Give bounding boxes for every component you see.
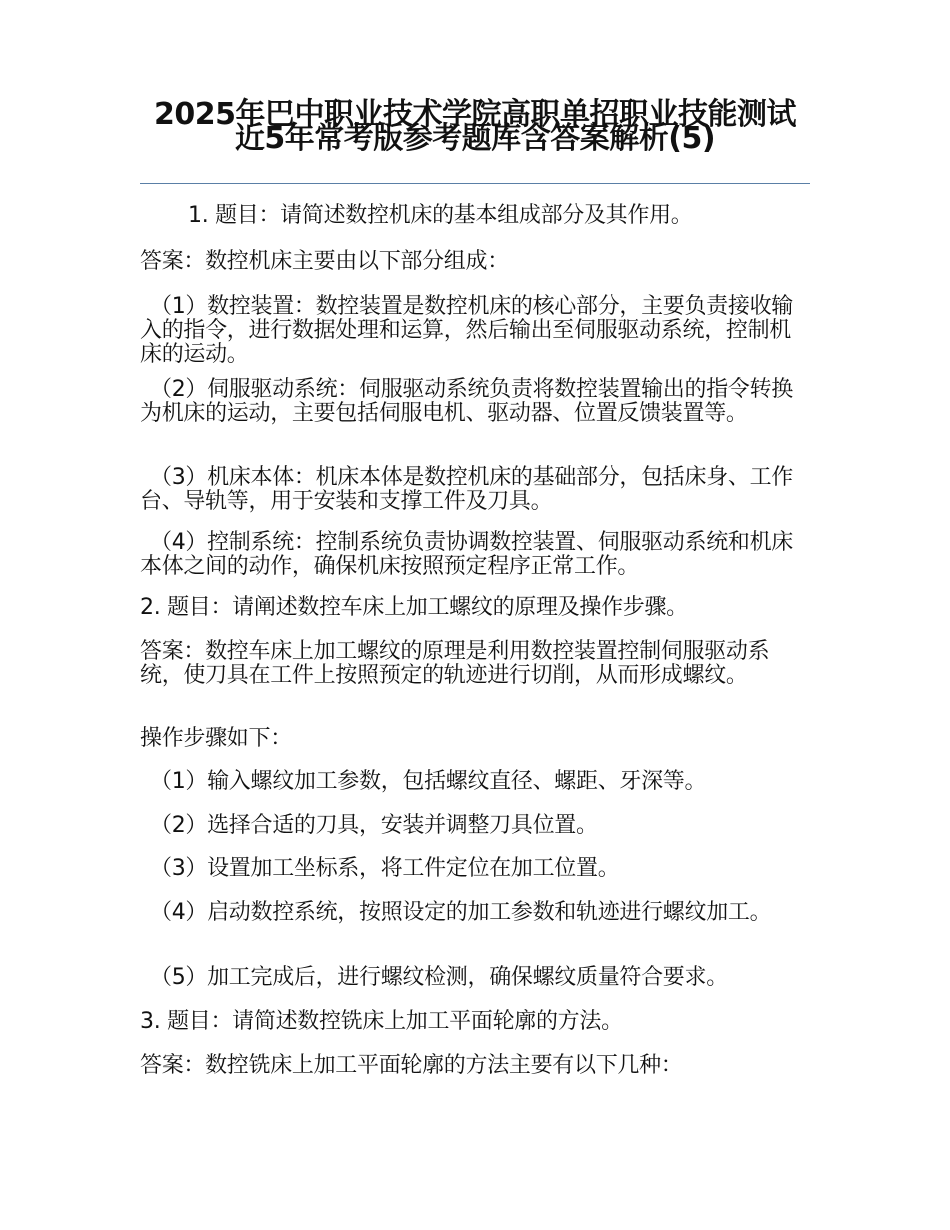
answer-1-intro: 答案：数控机床主要由以下部分组成：	[140, 249, 509, 274]
question-2: 2. 题目：请阐述数控车床上加工螺纹的原理及操作步骤。	[140, 595, 688, 620]
question-3: 3. 题目：请简述数控铣床上加工平面轮廓的方法。	[140, 1009, 623, 1034]
step-4: （4）启动数控系统，按照设定的加工参数和轨迹进行螺纹加工。	[150, 900, 772, 925]
answer-1-item-2: （2）伺服驱动系统：伺服驱动系统负责将数控装置输出的指令转换为机床的运动，主要包括伺服电机、驱动器、位置反馈装置等。	[140, 377, 793, 426]
step-5: （5）加工完成后，进行螺纹检测，确保螺纹质量符合要求。	[150, 965, 728, 990]
step-1: （1）输入螺纹加工参数，包括螺纹直径、螺距、牙深等。	[150, 769, 707, 794]
steps-heading: 操作步骤如下：	[140, 726, 292, 751]
answer-2: 答案：数控车床上加工螺纹的原理是利用数控装置控制伺服驱动系统，使刀具在工件上按照预定的轨迹进行切削，从而形成螺纹。	[140, 639, 770, 688]
step-2: （2）选择合适的刀具，安装并调整刀具位置。	[150, 813, 598, 838]
answer-1-item-1: （1）数控装置：数控装置是数控机床的核心部分，主要负责接收输入的指令，进行数据处理和运算，然后输出至伺服驱动系统，控制机床的运动。	[140, 294, 793, 367]
step-3: （3）设置加工坐标系，将工件定位在加工位置。	[150, 856, 620, 881]
title-divider	[140, 183, 810, 184]
question-1: 1. 题目：请简述数控机床的基本组成部分及其作用。	[188, 203, 693, 228]
answer-1-item-3: （3）机床本体：机床本体是数控机床的基础部分，包括床身、工作台、导轨等，用于安装和支撑工件及刀具。	[140, 465, 793, 514]
answer-1-item-4: （4）控制系统：控制系统负责协调数控装置、伺服驱动系统和机床本体之间的动作，确保机床按照预定程序正常工作。	[140, 530, 793, 579]
document-title: 2025年巴中职业技术学院高职单招职业技能测试近5年常考版参考题库含答案解析(5)	[154, 97, 796, 156]
answer-3-intro: 答案：数控铣床上加工平面轮廓的方法主要有以下几种：	[140, 1053, 683, 1078]
